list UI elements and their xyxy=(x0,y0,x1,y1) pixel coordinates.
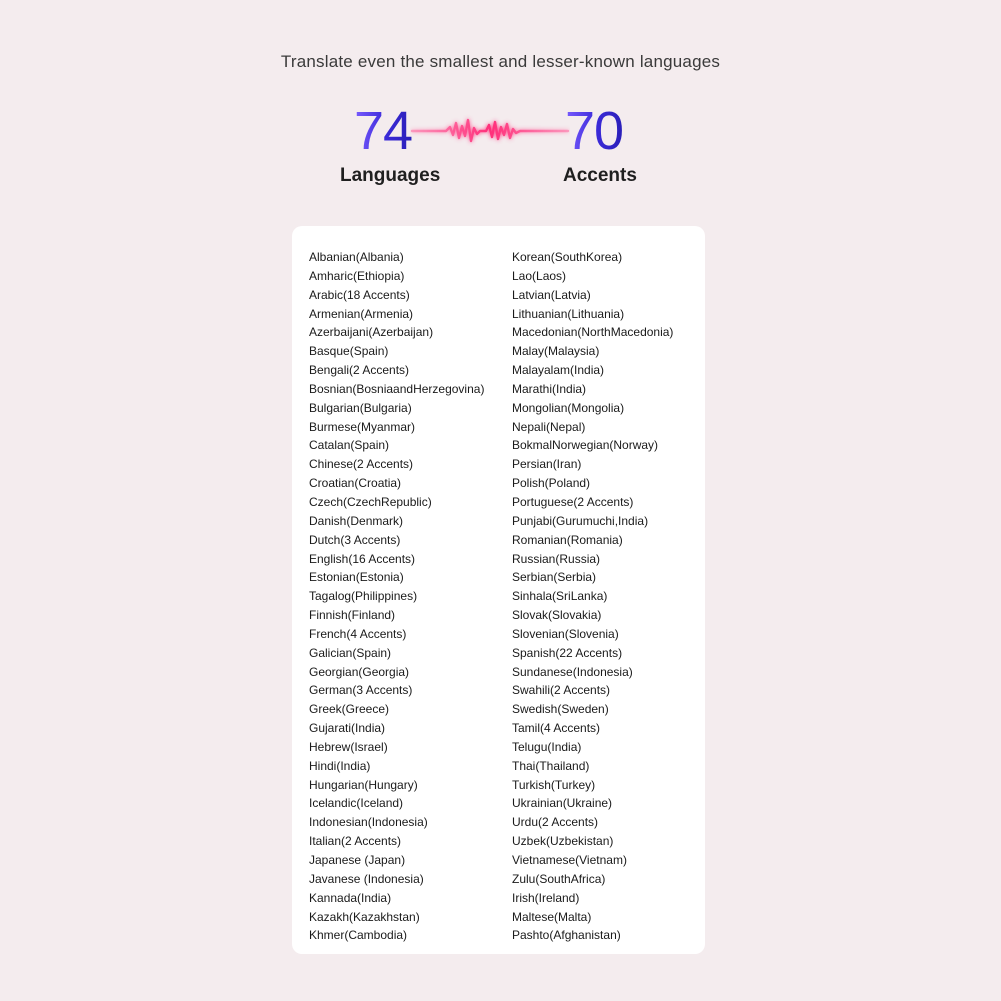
language-list-item: Hungarian(Hungary) xyxy=(309,777,418,792)
language-list-item: German(3 Accents) xyxy=(309,683,413,698)
language-list-item: Hebrew(Israel) xyxy=(309,739,388,754)
language-list-item: Mongolian(Mongolia) xyxy=(512,400,625,415)
language-list-item: Gujarati(India) xyxy=(309,721,386,736)
language-list-item: Telugu(India) xyxy=(512,739,582,754)
language-list-item: Maltese(Malta) xyxy=(512,909,592,924)
language-list-item: Slovak(Slovakia) xyxy=(512,608,602,623)
language-list-item: Basque(Spain) xyxy=(309,344,389,359)
language-list-item: Sundanese(Indonesia) xyxy=(512,664,633,679)
language-list-item: Malay(Malaysia) xyxy=(512,344,600,359)
languages-count: 74 xyxy=(354,98,412,164)
language-list-item: Lao(Laos) xyxy=(512,268,567,283)
language-list-item: Serbian(Serbia) xyxy=(512,570,597,585)
language-list-item: French(4 Accents) xyxy=(309,626,407,641)
language-list-item: Czech(CzechRepublic) xyxy=(309,494,432,509)
language-list-item: Nepali(Nepal) xyxy=(512,419,586,434)
language-list-item: Tagalog(Philippines) xyxy=(309,589,418,604)
language-list-item: Finnish(Finland) xyxy=(309,608,396,623)
language-list-item: Malayalam(India) xyxy=(512,363,605,378)
language-list-item: Galician(Spain) xyxy=(309,645,392,660)
language-list-item: Bulgarian(Bulgaria) xyxy=(309,400,412,415)
language-list-item: Slovenian(Slovenia) xyxy=(512,626,619,641)
language-list-item: Bosnian(BosniaandHerzegovina) xyxy=(309,381,485,396)
language-list-item: Arabic(18 Accents) xyxy=(309,287,410,302)
language-list-item: Javanese (Indonesia) xyxy=(309,871,424,886)
language-list-item: Croatian(Croatia) xyxy=(309,476,402,491)
language-list-right xyxy=(512,248,673,945)
language-list-item: Estonian(Estonia) xyxy=(309,570,404,585)
language-list-item: Swedish(Sweden) xyxy=(512,702,609,717)
language-list-item: Ukrainian(Ukraine) xyxy=(512,796,613,811)
language-list-item: Amharic(Ethiopia) xyxy=(309,268,405,283)
language-list-item: Khmer(Cambodia) xyxy=(309,928,408,943)
language-list-item: Burmese(Myanmar) xyxy=(309,419,416,434)
sound-wave-icon xyxy=(410,108,570,154)
language-list-item: Icelandic(Iceland) xyxy=(309,796,404,811)
language-list-item: Marathi(India) xyxy=(512,381,587,396)
language-list-item: Tamil(4 Accents) xyxy=(512,721,601,736)
language-list-item: Irish(Ireland) xyxy=(512,890,580,905)
tagline: Translate even the smallest and lesser-known languages xyxy=(280,52,721,71)
language-list-item: Swahili(2 Accents) xyxy=(512,683,611,698)
language-list-item: Spanish(22 Accents) xyxy=(512,645,623,660)
language-list-item: Turkish(Turkey) xyxy=(512,777,596,792)
language-list-item: Romanian(Romania) xyxy=(512,532,623,547)
language-list-item: Punjabi(Gurumuchi,India) xyxy=(512,513,649,528)
language-list-item: Hindi(India) xyxy=(309,758,371,773)
language-list-item: BokmalNorwegian(Norway) xyxy=(512,438,659,453)
language-list-item: Azerbaijani(Azerbaijan) xyxy=(309,325,434,340)
language-list-item: Japanese (Japan) xyxy=(309,853,406,867)
language-list-item: Zulu(SouthAfrica) xyxy=(512,871,606,886)
language-list-item: Urdu(2 Accents) xyxy=(512,815,599,830)
language-list-item: Latvian(Latvia) xyxy=(512,287,591,302)
language-list-item: Pashto(Afghanistan) xyxy=(512,928,621,943)
language-list-item: Armenian(Armenia) xyxy=(309,306,414,321)
language-list-item: Russian(Russia) xyxy=(512,551,601,566)
language-list-item: Kannada(India) xyxy=(309,890,392,905)
language-list-item: Persian(Iran) xyxy=(512,457,582,472)
language-list-item: Polish(Poland) xyxy=(512,476,591,491)
language-list-item: Macedonian(NorthMacedonia) xyxy=(512,325,674,340)
language-list-item: Catalan(Spain) xyxy=(309,438,390,453)
language-list-item: Dutch(3 Accents) xyxy=(309,532,401,547)
language-list-item: English(16 Accents) xyxy=(309,551,416,566)
language-list-card xyxy=(292,226,705,954)
language-list-item: Indonesian(Indonesia) xyxy=(309,815,428,830)
language-list-item: Vietnamese(Vietnam) xyxy=(512,853,627,867)
language-list-item: Sinhala(SriLanka) xyxy=(512,589,608,604)
language-list-item: Danish(Denmark) xyxy=(309,513,404,528)
language-list-item: Portuguese(2 Accents) xyxy=(512,494,634,509)
language-list-item: Lithuanian(Lithuania) xyxy=(512,306,625,321)
language-list-item: Chinese(2 Accents) xyxy=(309,457,414,472)
accents-count: 70 xyxy=(565,98,623,164)
language-list-item: Italian(2 Accents) xyxy=(309,834,402,849)
language-list-item: Greek(Greece) xyxy=(309,702,390,717)
language-list-left xyxy=(309,248,484,945)
language-list-item: Albanian(Albania) xyxy=(309,250,404,264)
accents-label: Accents xyxy=(563,165,637,186)
language-list-item: Thai(Thailand) xyxy=(512,758,590,773)
languages-label: Languages xyxy=(340,165,441,186)
language-list-item: Korean(SouthKorea) xyxy=(512,250,623,264)
language-list-item: Georgian(Georgia) xyxy=(309,664,410,679)
language-list-item: Kazakh(Kazakhstan) xyxy=(309,909,420,924)
language-list-item: Uzbek(Uzbekistan) xyxy=(512,834,614,849)
language-list-item: Bengali(2 Accents) xyxy=(309,363,410,378)
